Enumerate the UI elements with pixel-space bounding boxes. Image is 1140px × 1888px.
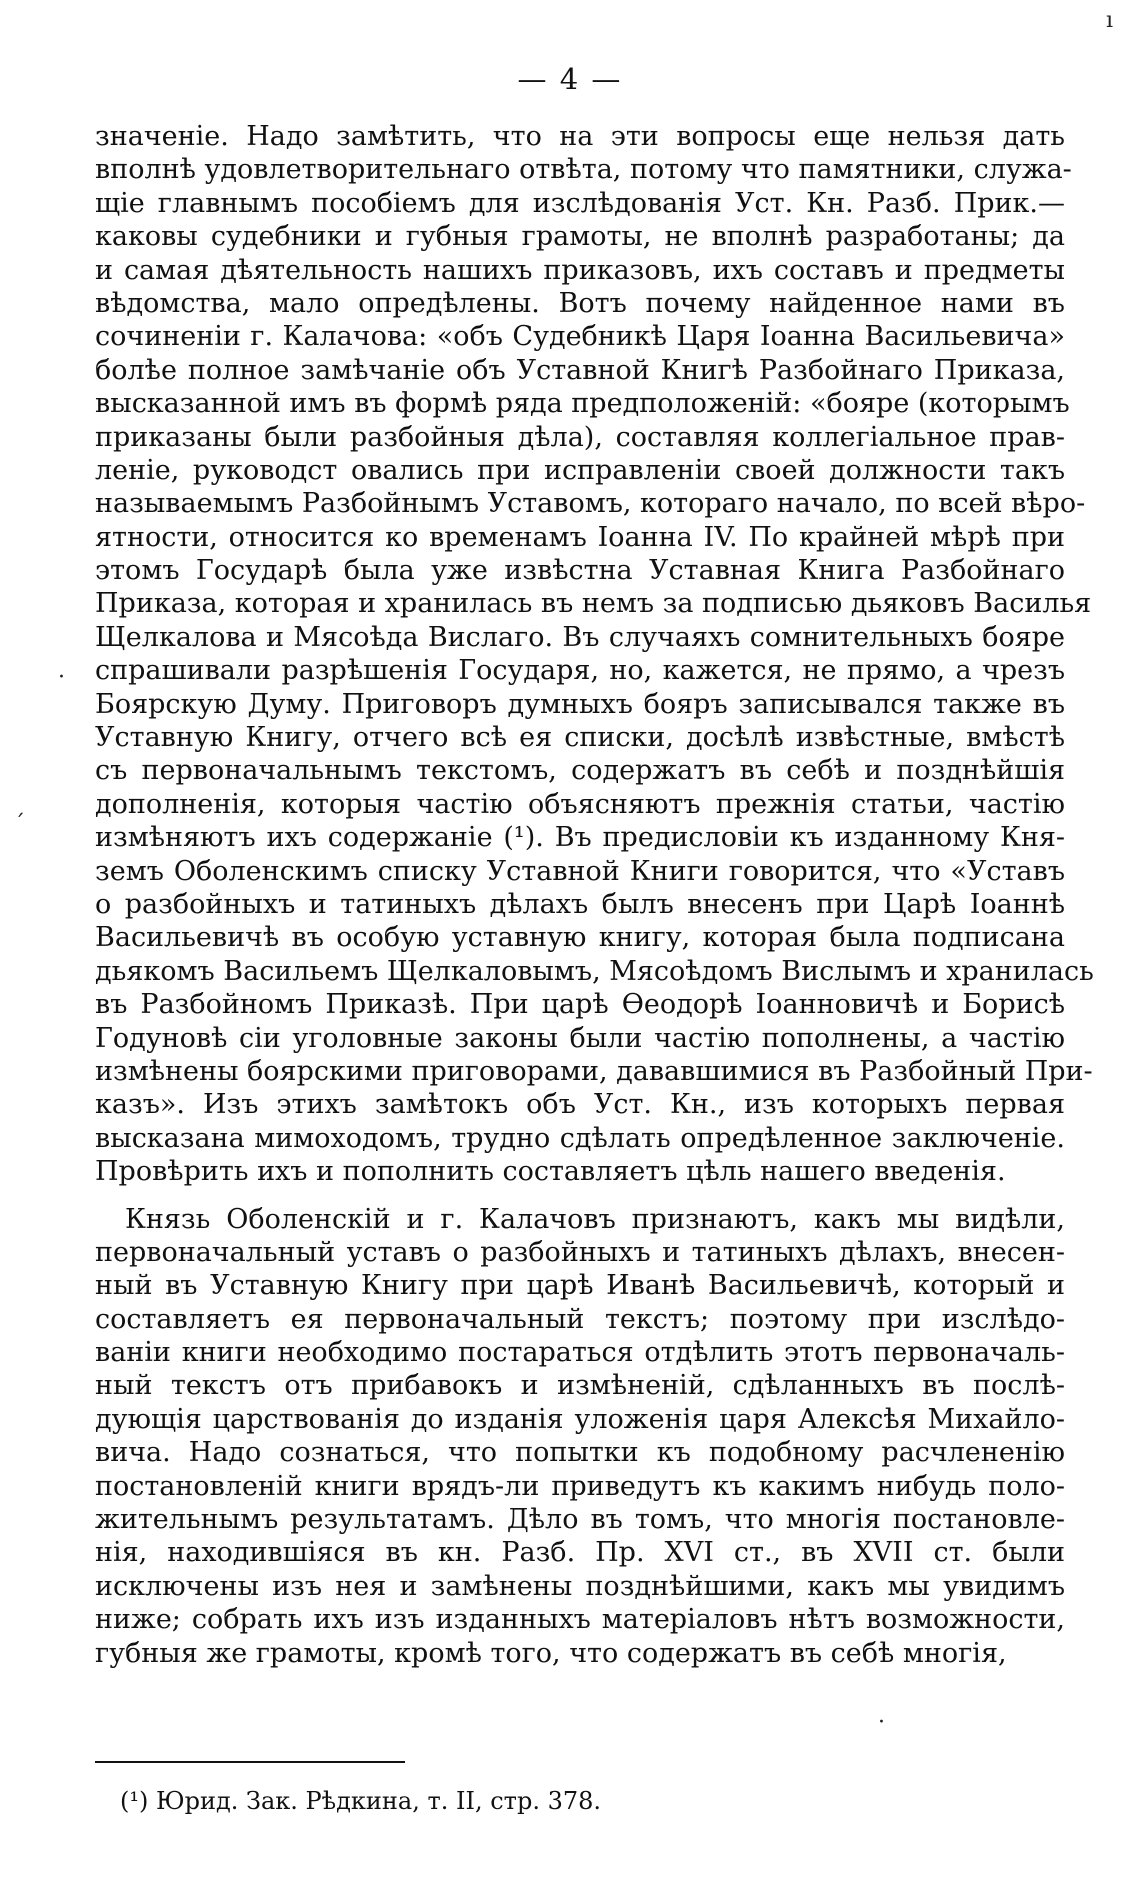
text-line: каковы судебники и губныя грамоты, не вполнѣ разработаны; да (95, 221, 1065, 253)
text-line: щіе главнымъ пособіемъ для изслѣдованія Уст. Кн. Разб. Прик.— (95, 187, 1065, 219)
text-line: губныя же грамоты, кромѣ того, что содержатъ въ себѣ многія, (95, 1637, 1007, 1669)
text-line: спрашивали разрѣшенія Государя, но, кажется, не прямо, а чрезъ (95, 655, 1065, 687)
text-line: исключены изъ нея и замѣнены позднѣйшими, какъ мы увидимъ (95, 1570, 1065, 1602)
text-line: дополненія, которыя частію объясняютъ прежнія статьи, частію (95, 788, 1065, 820)
body-text (95, 120, 1094, 1670)
text-line: измѣняютъ ихъ содержаніе (¹). Въ предисловіи къ изданному Кня- (95, 822, 1065, 854)
text-line: Щелкалова и Мясоѣда Вислаго. Въ случаяхъ сомнительныхъ бояре (95, 621, 1065, 653)
text-line: первоначальный уставъ о разбойныхъ и татиныхъ дѣлахъ, внесен- (95, 1236, 1065, 1268)
footnote: (¹) Юрид. Зак. Рѣдкина, т. II, стр. 378. (120, 1787, 602, 1815)
text-line: о разбойныхъ и татиныхъ дѣлахъ былъ внесенъ при Царѣ Іоаннѣ (95, 888, 1065, 920)
scan-mark: · (58, 665, 65, 690)
text-line: Васильевичѣ въ особую уставную книгу, которая была подписана (95, 922, 1065, 954)
footnote-divider (95, 1761, 405, 1763)
text-line: въ Разбойномъ Приказѣ. При царѣ Ѳеодорѣ Іоанновичѣ и Борисѣ (95, 989, 1065, 1021)
scan-mark: ˊ (14, 812, 25, 837)
text-line: жительнымъ результатамъ. Дѣло въ томъ, что многія постановле- (95, 1504, 1065, 1536)
text-line: называемымъ Разбойнымъ Уставомъ, котораго начало, по всей вѣро- (95, 488, 1086, 520)
paragraph-gap (95, 1189, 1065, 1203)
page-number: — 4 — (517, 62, 623, 96)
text-line: высказанной имъ въ формѣ ряда предположеній: «бояре (которымъ (95, 388, 1070, 420)
text-line: значеніе. Надо замѣтить, что на эти вопросы еще нельзя дать (95, 121, 1065, 152)
text-line: ятности, относится ко временамъ Іоанна IV. По крайней мѣрѣ при (95, 521, 1065, 553)
text-line: вича. Надо сознаться, что попытки къ подобному расчлененію (95, 1437, 1065, 1469)
text-line: Провѣрить ихъ и пополнить составляетъ цѣль нашего введенія. (95, 1156, 1006, 1188)
text-line: дьякомъ Васильемъ Щелкаловымъ, Мясоѣдомъ Вислымъ и хранилась (95, 955, 1094, 987)
text-line: и самая дѣятельность нашихъ приказовъ, ихъ составъ и предметы (95, 254, 1065, 286)
text-line: ный въ Уставную Книгу при царѣ Иванѣ Васильевичѣ, который и (95, 1270, 1065, 1302)
text-line: вѣдомства, мало опредѣлены. Вотъ почему найденное нами въ (95, 287, 1065, 319)
text-line: леніе, руководст овались при исправленіи своей должности такъ (95, 454, 1065, 486)
text-line: Уставную Книгу, отчего всѣ ея списки, досѣлѣ извѣстные, вмѣстѣ (95, 722, 1065, 754)
text-line: Годуновѣ сіи уголовные законы были частію пополнены, а частію (95, 1022, 1065, 1054)
text-line: Приказа, которая и хранилась въ немъ за подписью дьяковъ Василья (95, 588, 1092, 620)
paragraph-1 (95, 120, 1094, 1189)
paragraph-2 (95, 1203, 1065, 1670)
text-line: ный текстъ отъ прибавокъ и измѣненій, сдѣланныхъ въ послѣ- (95, 1370, 1065, 1402)
text-line: сочиненіи г. Калачова: «объ Судебникѣ Царя Іоанна Васильевича» (95, 321, 1065, 353)
text-line: приказаны были разбойныя дѣла), составляя коллегіальное прав- (95, 421, 1065, 453)
text-line: казъ». Изъ этихъ замѣтокъ объ Уст. Кн., изъ которыхъ первая (95, 1089, 1065, 1121)
text-line: болѣе полное замѣчаніе объ Уставной Книгѣ Разбойнаго Приказа, (95, 354, 1065, 386)
text-line: Князь Оболенскій и г. Калачовъ признаютъ, какъ мы видѣли, (125, 1203, 1065, 1235)
text-line: ниже; собрать ихъ изъ изданныхъ матеріаловъ нѣтъ возможности, (95, 1604, 1065, 1636)
scan-mark: ı (1106, 8, 1114, 33)
text-line: составляетъ ея первоначальный текстъ; поэтому при изслѣдо- (95, 1303, 1065, 1335)
text-line: измѣнены боярскими приговорами, дававшимися въ Разбойный При- (95, 1055, 1093, 1087)
text-line: вполнѣ удовлетворительнаго отвѣта, потому что памятники, служа- (95, 154, 1072, 186)
scan-mark: · (878, 1710, 885, 1735)
text-line: земъ Оболенскимъ списку Уставной Книги говорится, что «Уставъ (95, 855, 1065, 887)
text-line: дующія царствованія до изданія уложенія царя Алексѣя Михайло- (95, 1403, 1065, 1435)
text-line: этомъ Государѣ была уже извѣстна Уставная Книга Разбойнаго (95, 555, 1065, 587)
text-line: Боярскую Думу. Приговоръ думныхъ бояръ записывался также въ (95, 688, 1065, 720)
text-line: постановленій книги врядъ-ли приведутъ къ какимъ нибудь поло- (95, 1470, 1065, 1502)
text-line: высказана мимоходомъ, трудно сдѣлать опредѣленное заключеніе. (95, 1122, 1065, 1154)
text-line: съ первоначальнымъ текстомъ, содержатъ въ себѣ и позднѣйшія (95, 755, 1065, 787)
text-line: нія, находившіяся въ кн. Разб. Пр. XVI ст., въ XVII ст. были (95, 1537, 1065, 1569)
text-line: ваніи книги необходимо постараться отдѣлить этотъ первоначаль- (95, 1337, 1065, 1369)
